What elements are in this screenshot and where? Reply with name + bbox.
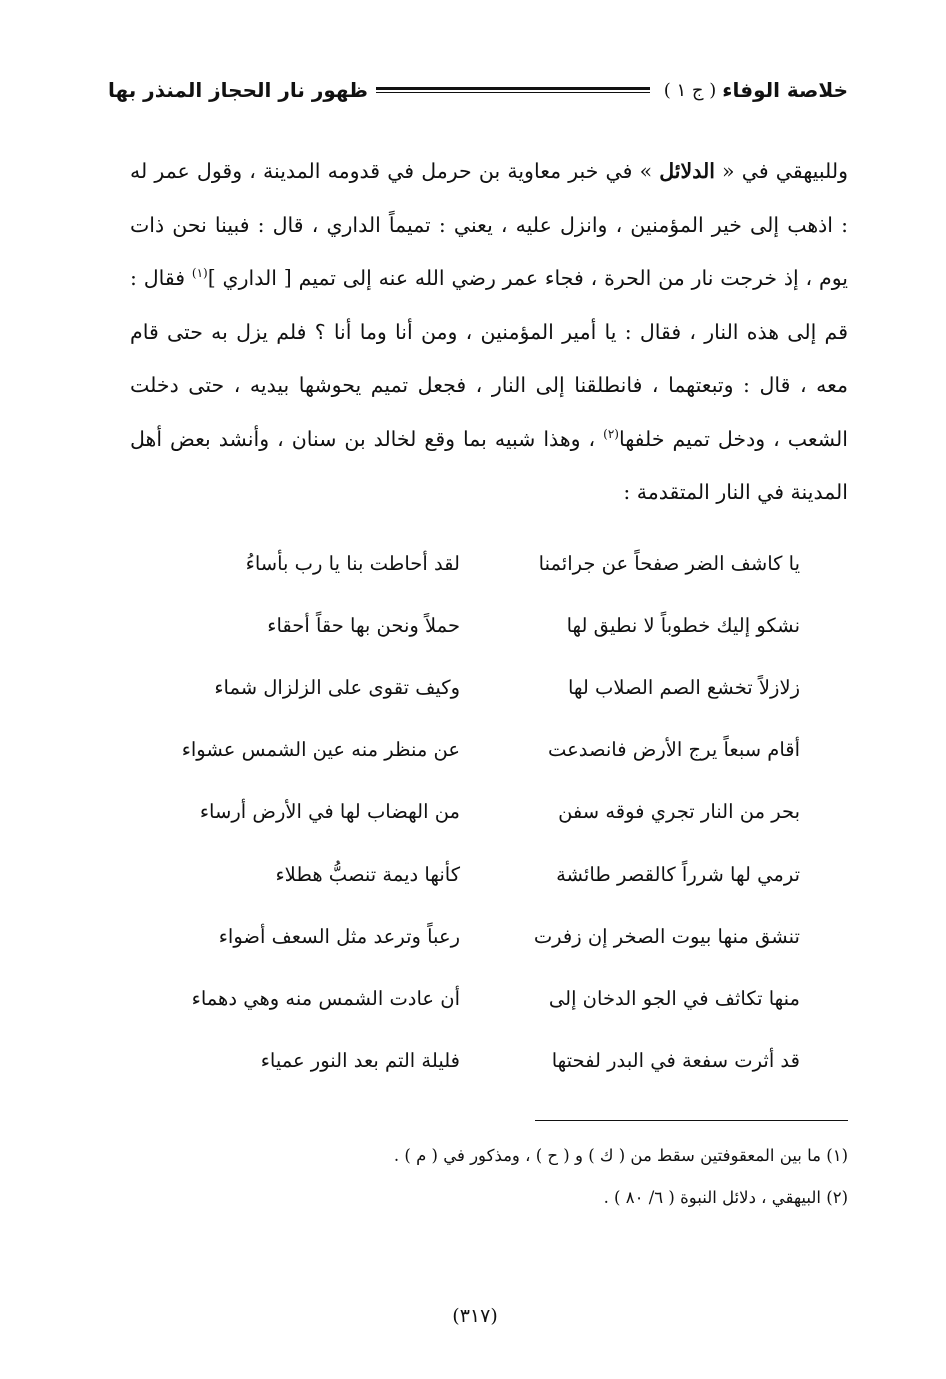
paragraph-text-4: ، وهذا شبيه بما وقع لخالد بن سنان ، وأنشد بعض أهل المدينة في النار المتقدمة :: [130, 426, 848, 504]
verse-first-hemistich: منها تكاثف في الجو الدخان إلى: [548, 986, 800, 1010]
verse-first-hemistich: قد أثرت سفعة في البدر لفحتها: [551, 1049, 800, 1073]
verse: [200, 905, 800, 967]
verse-second-hemistich: فليلة التم بعد النور عمياء: [260, 1049, 460, 1073]
header-rule: [376, 87, 650, 93]
paragraph-text-1: وللبيهقي في «: [714, 159, 848, 183]
poem: [181, 532, 800, 1092]
verse: [200, 843, 800, 905]
footnote-ref-1[interactable]: (١): [191, 266, 208, 281]
verse: [200, 594, 800, 656]
verse: [191, 967, 800, 1029]
footnote-2: (٢) البيهقي ، دلائل النبوة ( ٦/ ٨٠ ) .: [603, 1188, 848, 1207]
footnotes: [300, 1135, 848, 1219]
verse: [200, 781, 800, 843]
verse: [181, 719, 800, 781]
verse-first-hemistich: زلازلاً تخشع الصم الصلاب لها: [567, 675, 800, 699]
verse-second-hemistich: كأنها ديمة تنصبُّ هطلاء: [275, 862, 460, 886]
verse-first-hemistich: يا كاشف الضر صفحاً عن جرائمنا: [538, 551, 800, 575]
footnote-ref-2[interactable]: (٢): [603, 426, 619, 441]
verse-second-hemistich: أن عادت الشمس منه وهي دهماء: [191, 986, 460, 1010]
paragraph-bold-title: الدلائل: [659, 159, 715, 183]
verse-first-hemistich: ترمي لها شرراً كالقصر طائشة: [556, 862, 800, 886]
header-chapter-title: ظهور نار الحجاز المنذر بها: [108, 78, 368, 102]
footnote-divider: [535, 1120, 848, 1121]
verse-second-hemistich: رعباً وترعد مثل السعف أضواء: [218, 924, 460, 948]
verse-first-hemistich: بحر من النار تجري فوقه سفن: [558, 800, 800, 824]
verse-second-hemistich: عن منظر منه عين الشمس عشواء: [181, 738, 460, 762]
verse-first-hemistich: تنشق منها بيوت الصخر إن زفرت: [533, 924, 800, 948]
verse-second-hemistich: وكيف تقوى على الزلزال شماء: [214, 675, 460, 699]
header-book-title: خلاصة الوفاء: [722, 78, 848, 102]
verse: [200, 1030, 800, 1092]
footnote-1: (١) ما بين المعقوفتين سقط من ( ك ) و ( ح ) ، ومذكور في ( م ) .: [393, 1146, 848, 1165]
verse-second-hemistich: حملاً ونحن بها حقاً أحقاء: [267, 613, 460, 637]
page-number: (٣١٧): [452, 1305, 498, 1327]
header-volume: ( ج ١ ): [663, 79, 717, 101]
verse-second-hemistich: لقد أحاطت بنا يا رب بأساءُ: [245, 551, 460, 575]
paragraph-text-3: فقال : قم إلى هذه النار ، فقال : يا أمير المؤمنين ، ومن أنا وما أنا ؟ فلم يزل به حتى قام معه ، قال : وتبعتهما ، فانطلقنا إلى النار ، فجعل تميم يحوشها بيديه ، حتى دخلت الشعب ، ودخل تميم خلفها: [130, 266, 848, 451]
main-paragraph: [130, 145, 848, 520]
verse-second-hemistich: من الهضاب لها في الأرض أرساء: [199, 800, 460, 824]
running-header: [108, 70, 848, 110]
paragraph-text-2: » في خبر معاوية بن حرمل في قدومه المدينة ، وقول عمر له : اذهب إلى خير المؤمنين ، وانزل عليه ، يعني : تميماً الداري ، قال : فبينا نحن ذات يوم ، إذ خرجت نار من الحرة ، فجاء عمر رضي الله عنه إلى تميم [ الداري ]: [130, 159, 849, 290]
verse: [200, 532, 800, 594]
verse-first-hemistich: نشكو إليك خطوباً لا نطيق لها: [566, 613, 800, 637]
verse-first-hemistich: أقام سبعاً يرج الأرض فانصدعت: [547, 738, 800, 762]
verse: [200, 656, 800, 718]
